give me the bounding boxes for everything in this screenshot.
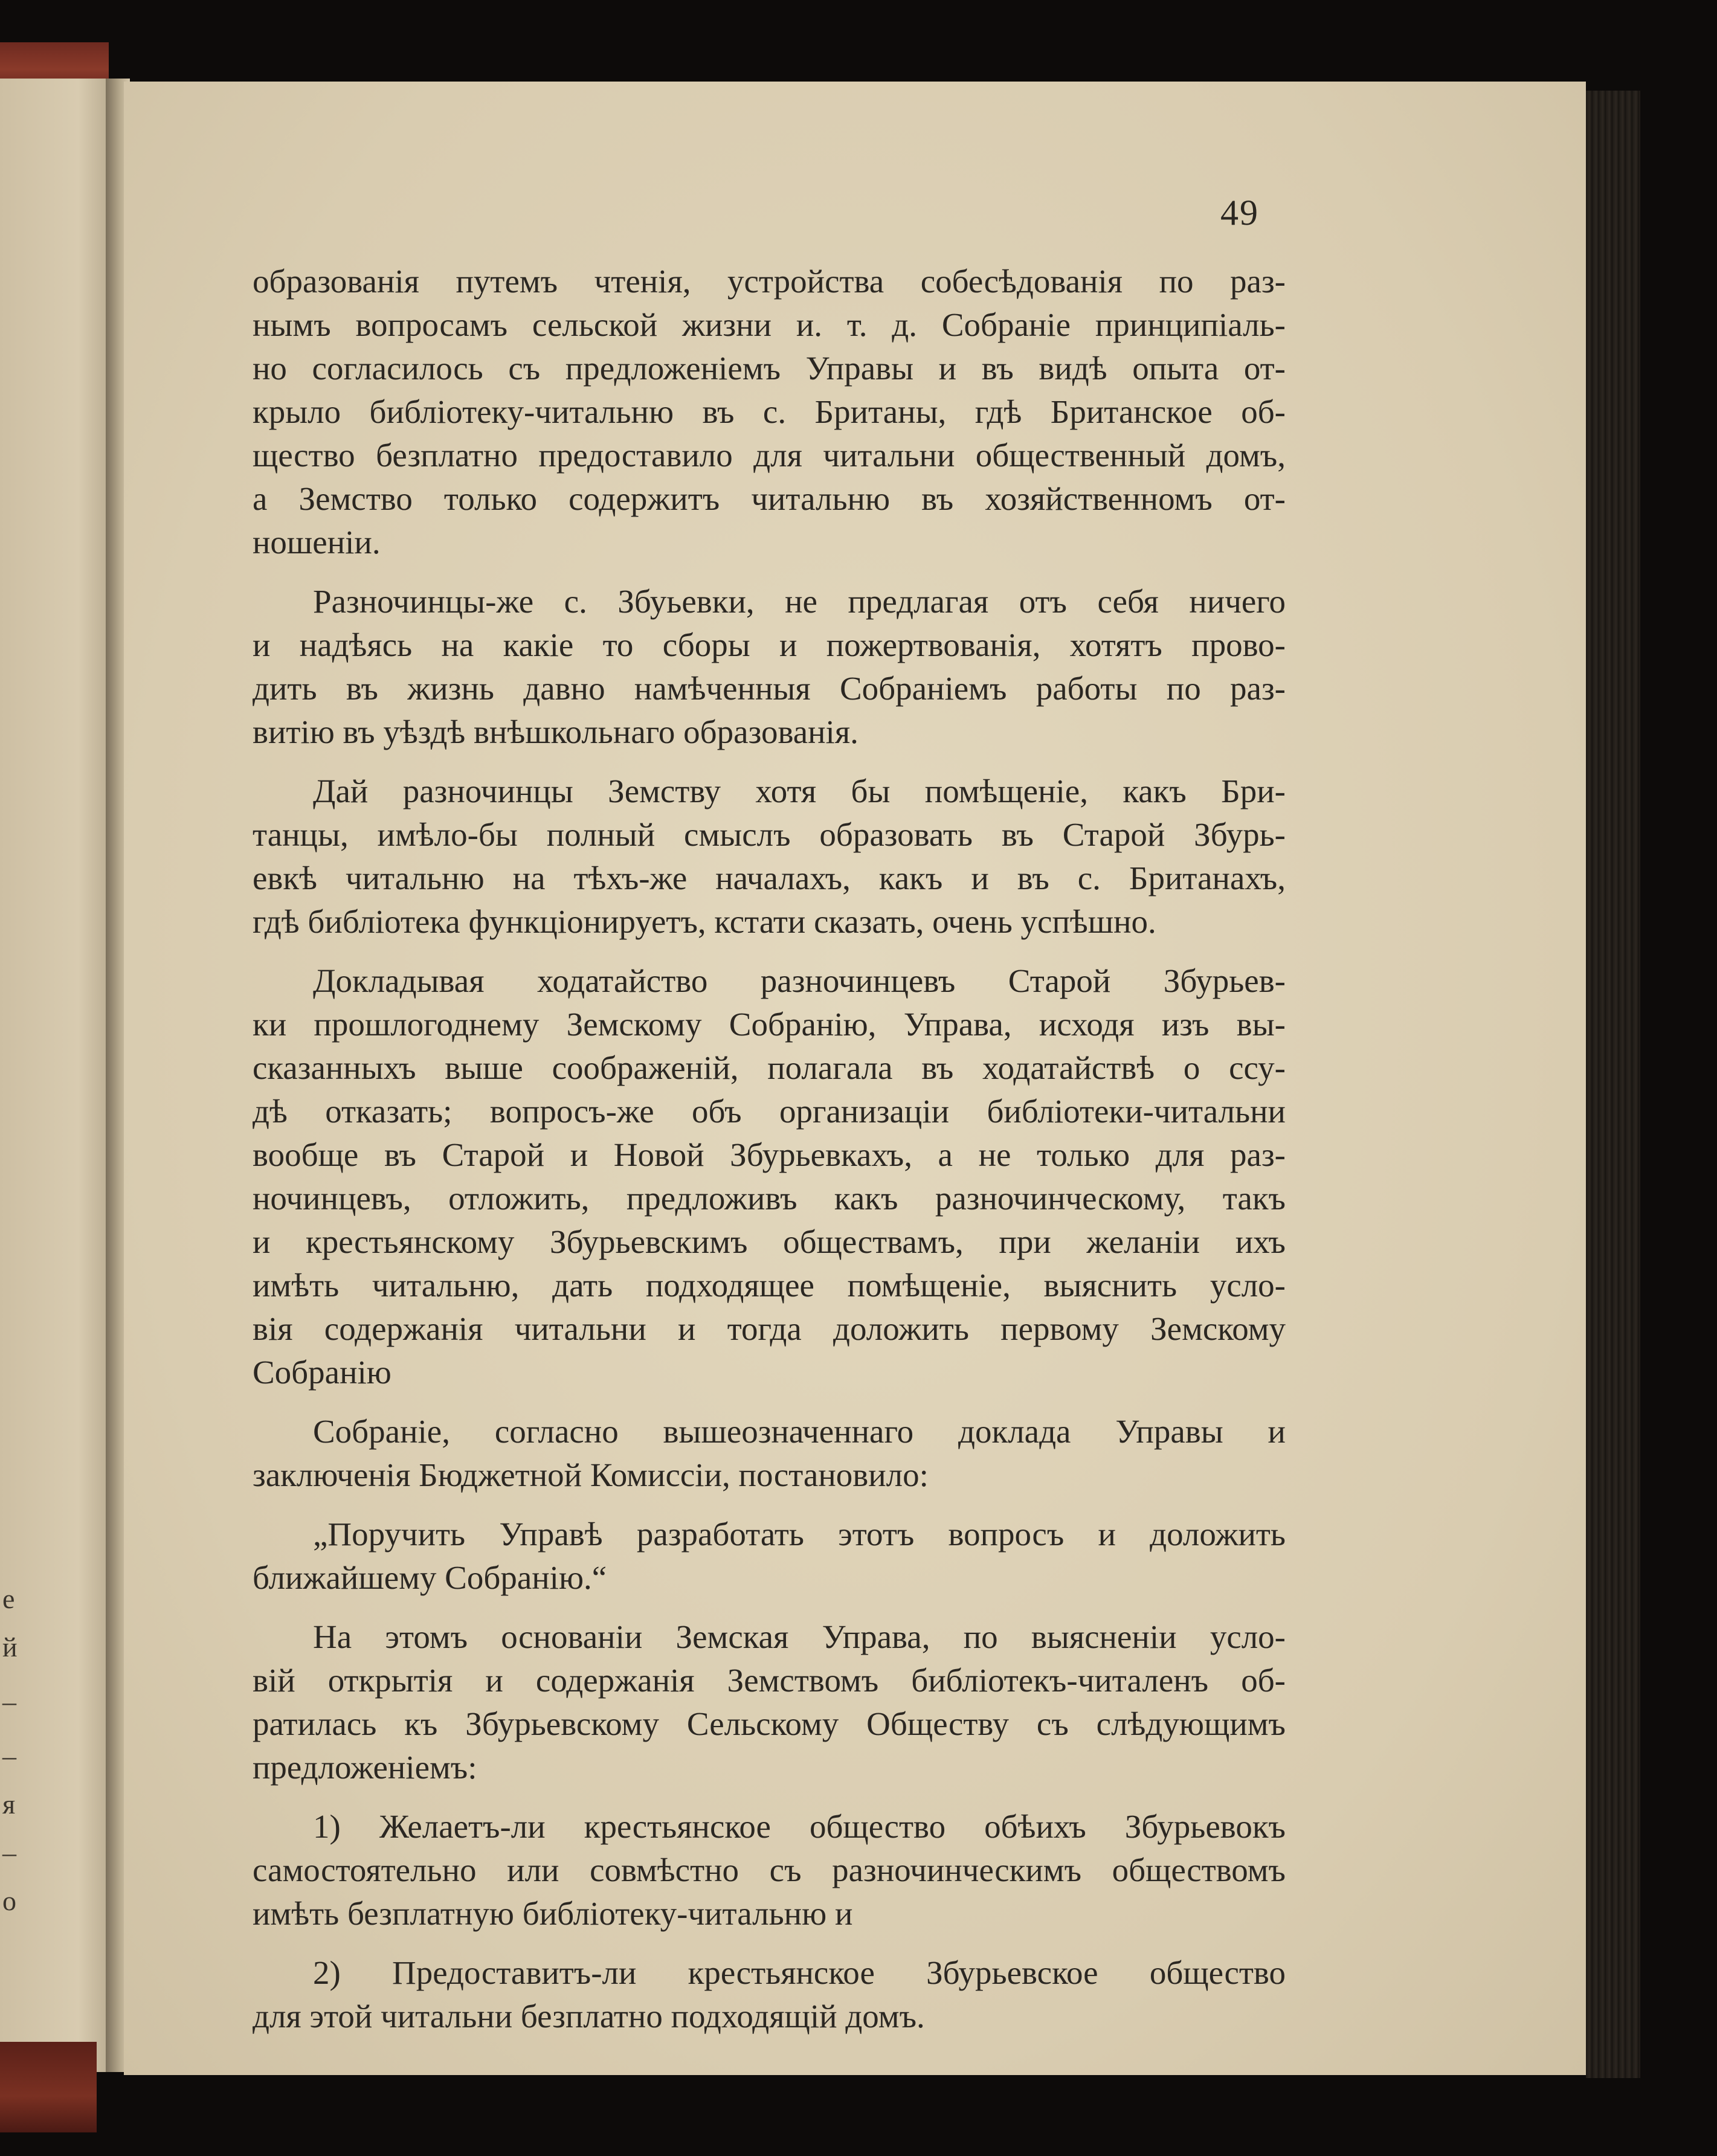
text-line: для этой читальни безплатно подходящій домъ. xyxy=(253,1998,925,2035)
text-line: ношеніи. xyxy=(253,524,381,561)
text-line: и крестьянскому Збурьевскимъ обществамъ, при желаніи ихъ xyxy=(253,1223,1286,1260)
text-line: Дай разночинцы Земству хотя бы помѣщеніе, какъ Бри- xyxy=(313,773,1286,809)
text-line: На этомъ основаніи Земская Управа, по выясненіи усло- xyxy=(313,1618,1286,1655)
text-line: ночинцевъ, отложить, предложивъ какъ разночинческому, такъ xyxy=(253,1180,1286,1217)
text-line: Собранію xyxy=(253,1354,391,1391)
page-number: 49 xyxy=(1220,193,1259,233)
text-line: ки прошлогоднему Земскому Собранію, Управа, исходя изъ вы- xyxy=(253,1006,1286,1043)
text-line: Разночинцы-же с. Збуьевки, не предлагая отъ себя ничего xyxy=(313,583,1286,620)
paragraph xyxy=(253,770,1286,944)
paragraph xyxy=(253,1410,1286,1497)
text-line: танцы, имѣло-бы полный смыслъ образовать въ Старой Збурь- xyxy=(253,816,1286,853)
text-line: самостоятельно или совмѣстно съ разночинческимъ обществомъ xyxy=(253,1852,1286,1888)
previous-page-fragment: – xyxy=(2,1740,16,1771)
text-line: крыло библіотеку-читальню въ с. Британы, гдѣ Британское об- xyxy=(253,393,1286,430)
text-line: образованія путемъ чтенія, устройства собесѣдованія по раз- xyxy=(253,263,1286,300)
text-line: имѣть безплатную библіотеку-читальню и xyxy=(253,1895,853,1932)
paragraph xyxy=(253,1951,1286,2038)
paragraph xyxy=(253,580,1286,754)
text-line: дить въ жизнь давно намѣченныя Собраніемъ работы по раз- xyxy=(253,670,1286,707)
previous-page-fragment: – xyxy=(2,1686,16,1717)
text-line: ближайшему Собранію.“ xyxy=(253,1559,607,1596)
previous-page-fragment: – xyxy=(2,1837,16,1868)
text-line: а Земство только содержитъ читальню въ хозяйственномъ от- xyxy=(253,480,1286,517)
previous-page-fragment: е xyxy=(2,1583,15,1614)
previous-page-fragment: о xyxy=(2,1885,16,1916)
text-line: сказанныхъ выше соображеній, полагала въ ходатайствѣ о ссу- xyxy=(253,1049,1286,1086)
text-line: дѣ отказать; вопросъ-же объ организаціи библіотеки-читальни xyxy=(253,1093,1286,1130)
text-line: Собраніе, согласно вышеозначеннаго доклада Управы и xyxy=(313,1413,1286,1450)
text-line: нымъ вопросамъ сельской жизни и. т. д. Собраніе принципіаль- xyxy=(253,306,1286,343)
text-line: щество безплатно предоставило для читальни общественный домъ, xyxy=(253,437,1286,474)
text-line: имѣть читальню, дать подходящее помѣщеніе, выяснить усло- xyxy=(253,1267,1286,1304)
previous-page-edge xyxy=(0,79,112,2072)
text-line: заключенія Бюджетной Комиссіи, постановило: xyxy=(253,1456,929,1493)
text-line: ратилась къ Збурьевскому Сельскому Обществу съ слѣдующимъ xyxy=(253,1705,1286,1742)
paragraph xyxy=(253,260,1286,564)
page-edge-stack xyxy=(1586,91,1640,2078)
text-line: вообще въ Старой и Новой Збурьевкахъ, а не только для раз- xyxy=(253,1136,1286,1173)
book-binding-bottom xyxy=(0,2042,97,2132)
text-line: но согласилось съ предложеніемъ Управы и въ видѣ опыта от- xyxy=(253,350,1286,387)
paragraph xyxy=(253,1615,1286,1789)
paragraph xyxy=(253,959,1286,1394)
text-line: гдѣ библіотека функціонируетъ, кстати сказать, очень успѣшно. xyxy=(253,903,1156,940)
text-line: 1) Желаетъ-ли крестьянское общество обѣихъ Збурьевокъ xyxy=(313,1808,1286,1845)
text-line: евкѣ читальню на тѣхъ-же началахъ, какъ и въ с. Британахъ, xyxy=(253,860,1286,896)
text-line: предложеніемъ: xyxy=(253,1749,477,1786)
page-body-text xyxy=(253,260,1286,2038)
paragraph xyxy=(253,1805,1286,1936)
text-line: и надѣясь на какіе то сборы и пожертвованія, хотятъ прово- xyxy=(253,626,1286,663)
previous-page-fragment: я xyxy=(2,1789,16,1820)
previous-page-fragment: й xyxy=(2,1632,18,1662)
text-line: 2) Предоставитъ-ли крестьянское Збурьевское общество xyxy=(313,1954,1286,1991)
paragraph xyxy=(253,1513,1286,1600)
text-line: вій открытія и содержанія Земствомъ библіотекъ-читаленъ об- xyxy=(253,1662,1286,1699)
text-line: вія содержанія читальни и тогда доложить первому Земскому xyxy=(253,1310,1286,1347)
text-line: витію въ уѣздѣ внѣшкольнаго образованія. xyxy=(253,713,858,750)
text-line: Докладывая ходатайство разночинцевъ Старой Збурьев- xyxy=(313,962,1286,999)
text-line: „Поручить Управѣ разработать этотъ вопросъ и доложить xyxy=(313,1516,1286,1553)
